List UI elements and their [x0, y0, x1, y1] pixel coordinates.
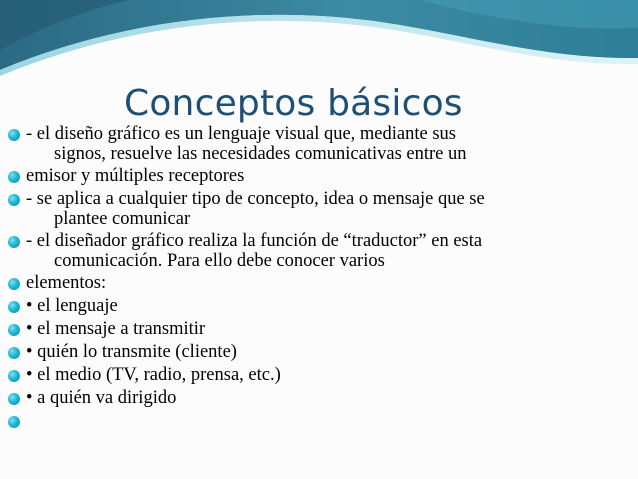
list-item — [8, 342, 598, 363]
bullet-icon — [8, 194, 20, 206]
list-item — [8, 388, 598, 409]
bullet-text: - el diseñador gráfico realiza la función de “traductor” en esta — [26, 231, 483, 251]
decorative-wave-banner — [0, 0, 638, 80]
bullet-text: • a quién va dirigido — [26, 388, 177, 408]
bullet-text: - el diseño gráfico es un lenguaje visual que, mediante sus — [26, 124, 456, 144]
bullet-text: • el lenguaje — [26, 296, 118, 316]
list-item — [8, 319, 598, 340]
bullet-icon — [8, 347, 20, 359]
list-item — [8, 365, 598, 386]
bullet-text-continued: signos, resuelve las necesidades comunicativas entre un — [54, 144, 467, 164]
bullet-icon — [8, 171, 20, 183]
slide-title: Conceptos básicos — [124, 83, 463, 124]
list-item — [8, 124, 598, 164]
bullet-list — [8, 124, 598, 411]
bullet-text: • quién lo transmite (cliente) — [26, 342, 237, 362]
bullet-icon — [8, 324, 20, 336]
list-item — [8, 166, 598, 187]
list-item — [8, 273, 598, 294]
bullet-icon — [8, 416, 20, 428]
bullet-icon — [8, 370, 20, 382]
list-item — [8, 296, 598, 317]
bullet-text-continued: plantee comunicar — [54, 209, 191, 229]
bullet-text: • el medio (TV, radio, prensa, etc.) — [26, 365, 281, 385]
list-item — [8, 189, 598, 229]
bullet-icon — [8, 129, 20, 141]
bullet-icon — [8, 278, 20, 290]
bullet-text: elementos: — [26, 273, 107, 293]
bullet-text: emisor y múltiples receptores — [26, 166, 245, 186]
bullet-icon — [8, 301, 20, 313]
list-item — [8, 231, 598, 271]
bullet-text: • el mensaje a transmitir — [26, 319, 206, 339]
bullet-text: - se aplica a cualquier tipo de concepto, idea o mensaje que se — [26, 189, 485, 209]
bullet-icon — [8, 393, 20, 405]
bullet-icon — [8, 236, 20, 248]
bullet-text-continued: comunicación. Para ello debe conocer varios — [54, 251, 385, 271]
